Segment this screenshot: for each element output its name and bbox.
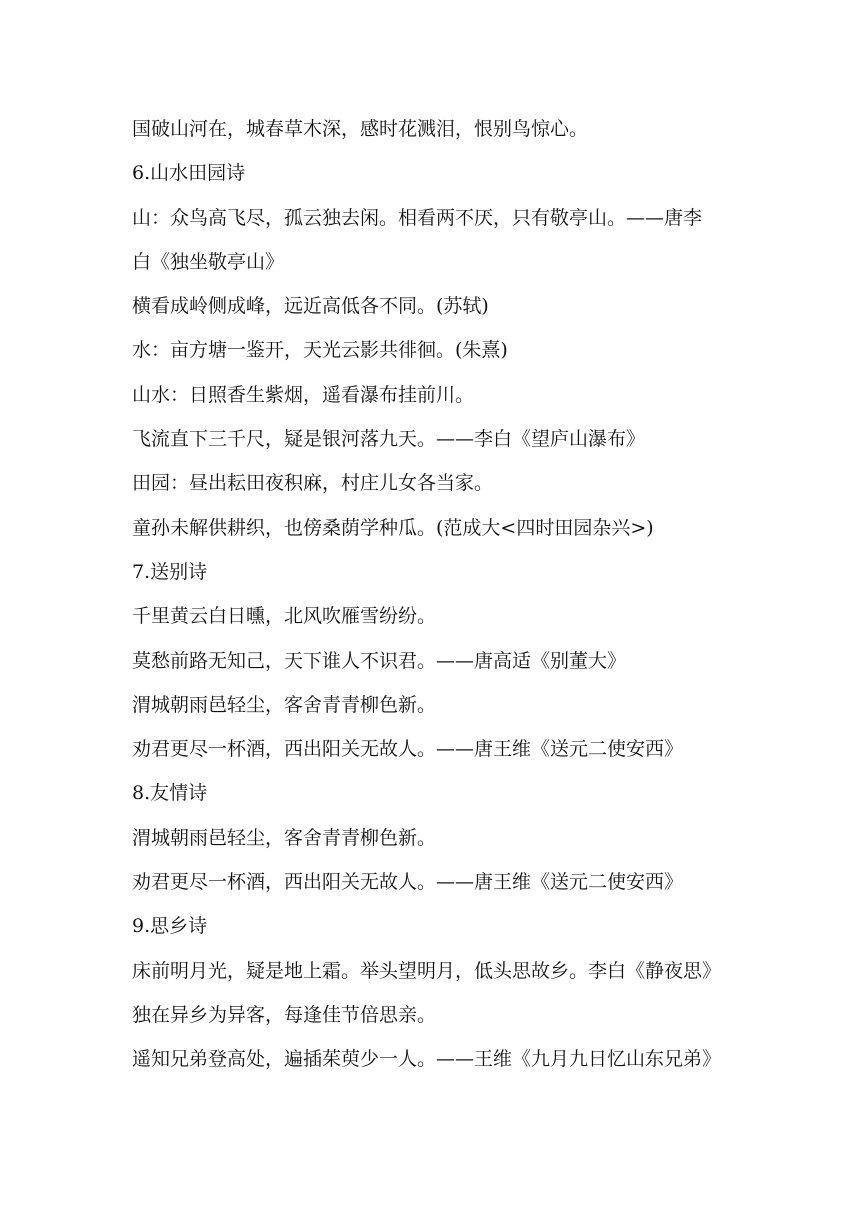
section-heading-homesick: 9.思乡诗 [132, 915, 208, 938]
section-heading-landscape-pastoral: 6.山水田园诗 [132, 162, 246, 185]
text-line-pastoral-source: 童孙未解供耕织，也傍桑荫学种瓜。(范成大<四时田园杂兴>) [132, 516, 654, 539]
text-line-weicheng-rain: 渭城朝雨邑轻尘，客舍青青柳色新。 [132, 693, 437, 716]
poem-text-block [132, 107, 742, 1082]
text-line-friendship-rain: 渭城朝雨邑轻尘，客舍青青柳色新。 [132, 826, 437, 849]
section-heading-farewell: 7.送别诗 [132, 560, 208, 583]
text-line-waterfall-source: 飞流直下三千尺，疑是银河落九天。——李白《望庐山瀑布》 [132, 428, 646, 451]
text-line-alone-stranger: 独在异乡为异客，每逢佳节倍思亲。 [132, 1003, 437, 1026]
text-line-friendship-source: 劝君更尽一杯酒，西出阳关无故人。——唐王维《送元二使安西》 [132, 871, 684, 894]
text-line-poem-guopo: 国破山河在，城春草木深，感时花溅泪，恨别鸟惊心。 [132, 118, 589, 140]
text-line-pastoral-fields: 田园：昼出耘田夜积麻，村庄儿女各当家。 [132, 472, 494, 495]
text-line-jingting-source: 白《独坐敬亭山》 [132, 250, 285, 273]
section-heading-friendship: 8.友情诗 [132, 782, 208, 805]
text-line-mountain-sushi: 横看成岭侧成峰，远近高低各不同。(苏轼) [132, 295, 489, 318]
text-line-landscape-waterfall: 山水：日照香生紫烟，遥看瀑布挂前川。 [132, 383, 475, 406]
text-line-water-zhuxi: 水：亩方塘一鉴开，天光云影共徘徊。(朱熹) [132, 339, 508, 362]
text-line-farewell-source: 莫愁前路无知己，天下谁人不识君。——唐高适《别董大》 [132, 649, 627, 672]
text-line-brothers-source: 遥知兄弟登高处，遍插茱萸少一人。——王维《九月九日忆山东兄弟》 [132, 1048, 722, 1071]
text-line-quiet-night: 床前明月光，疑是地上霜。举头望明月，低头思故乡。李白《静夜思》 [132, 959, 722, 982]
text-line-mountain-jingting: 山：众鸟高飞尽，孤云独去闲。相看两不厌，只有敬亭山。——唐李 [132, 206, 703, 229]
text-line-farewell-clouds: 千里黄云白日曛，北风吹雁雪纷纷。 [132, 605, 437, 628]
text-line-weicheng-source: 劝君更尽一杯酒，西出阳关无故人。——唐王维《送元二使安西》 [132, 738, 684, 761]
